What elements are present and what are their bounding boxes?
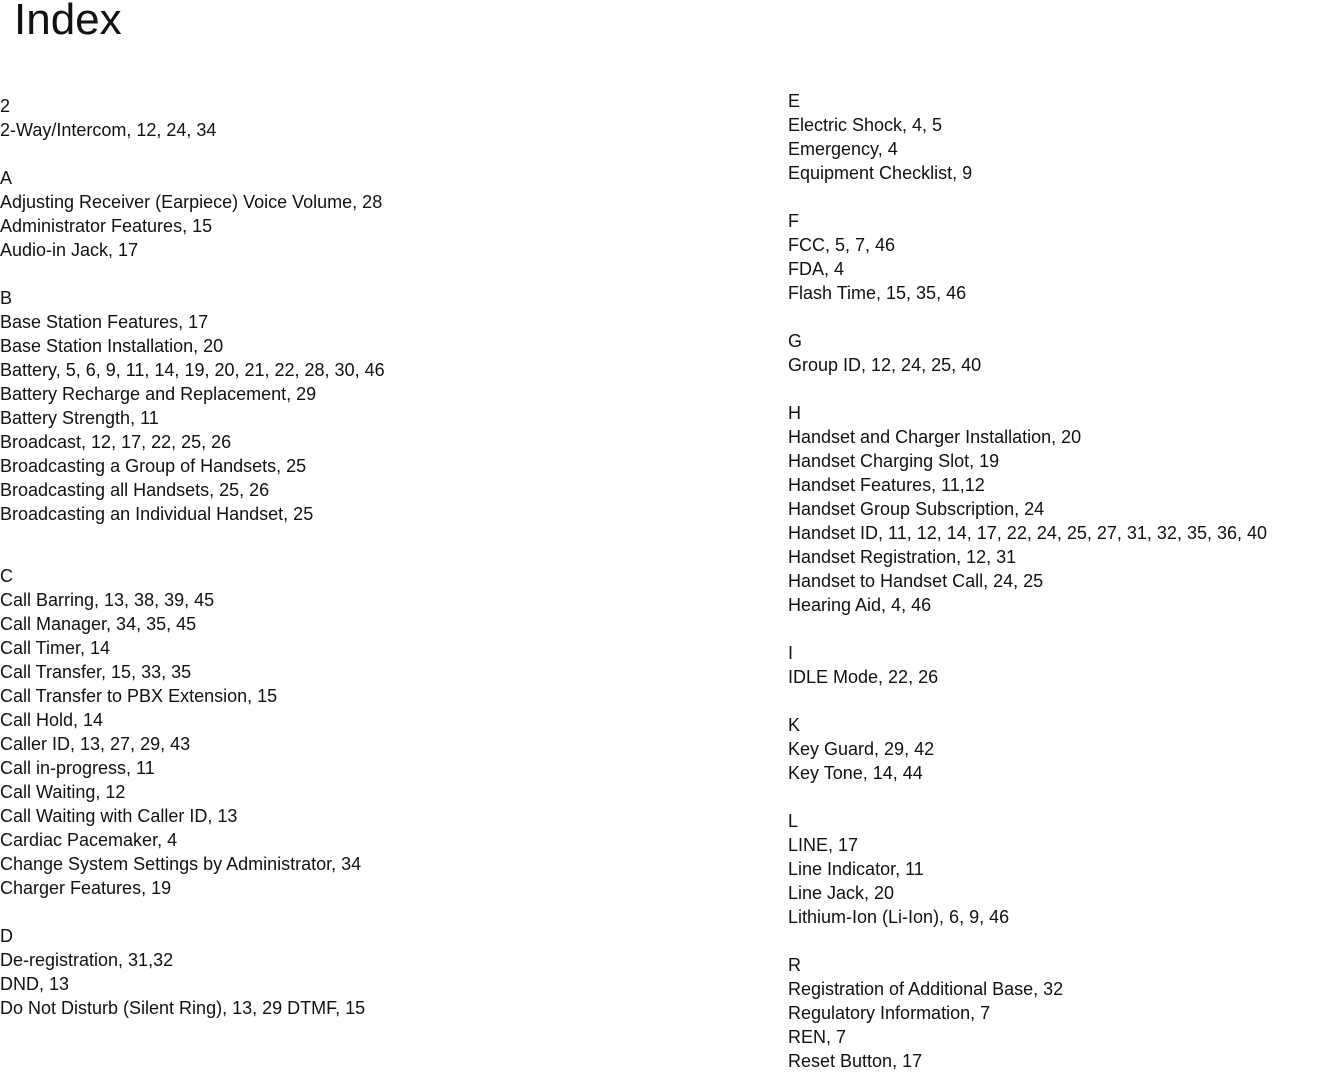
section-spacer [0, 142, 385, 166]
section-spacer [788, 929, 1267, 953]
index-entry: REN, 7 [788, 1027, 847, 1047]
index-entry: Regulatory Information, 7 [788, 1003, 991, 1023]
section-letter: D [0, 926, 13, 946]
index-entry: Do Not Disturb (Silent Ring), 13, 29 DTMF, 15 [0, 998, 366, 1018]
index-entry: IDLE Mode, 22, 26 [788, 667, 939, 687]
index-entry: Handset and Charger Installation, 20 [788, 427, 1082, 447]
index-entry: Lithium-Ion (Li-Ion), 6, 9, 46 [788, 907, 1010, 927]
index-entry: Broadcast, 12, 17, 22, 25, 26 [0, 432, 232, 452]
index-entry: Call Transfer, 15, 33, 35 [0, 662, 192, 682]
section-spacer [0, 526, 385, 550]
index-entry: Equipment Checklist, 9 [788, 163, 973, 183]
index-entry: Handset Features, 11,12 [788, 475, 985, 495]
index-entry: Handset Registration, 12, 31 [788, 547, 1017, 567]
index-entry: Flash Time, 15, 35, 46 [788, 283, 967, 303]
index-entry: De-registration, 31,32 [0, 950, 174, 970]
index-entry: Caller ID, 13, 27, 29, 43 [0, 734, 191, 754]
section-letter: B [0, 288, 13, 308]
index-entry: Call Barring, 13, 38, 39, 45 [0, 590, 215, 610]
index-entry: Adjusting Receiver (Earpiece) Voice Volume, 28 [0, 192, 383, 212]
index-entry: Call Waiting with Caller ID, 13 [0, 806, 238, 826]
index-entry: Call Manager, 34, 35, 45 [0, 614, 197, 634]
index-entry: Base Station Installation, 20 [0, 336, 224, 356]
index-entry: Audio-in Jack, 17 [0, 240, 139, 260]
index-entry: Reset Button, 17 [788, 1051, 923, 1071]
section-letter: R [788, 955, 801, 975]
index-entry: Call Timer, 14 [0, 638, 111, 658]
index-entry: Broadcasting a Group of Handsets, 25 [0, 456, 307, 476]
index-entry: Handset ID, 11, 12, 14, 17, 22, 24, 25, 27, 31, 32, 35, 36, 40 [788, 523, 1268, 543]
index-entry: Call Hold, 14 [0, 710, 104, 730]
section-spacer [788, 689, 1267, 713]
index-entry: Battery Recharge and Replacement, 29 [0, 384, 317, 404]
index-column-right [788, 89, 1267, 1073]
index-entry: Hearing Aid, 4, 46 [788, 595, 932, 615]
index-entry: Handset Group Subscription, 24 [788, 499, 1045, 519]
index-entry: Group ID, 12, 24, 25, 40 [788, 355, 982, 375]
index-entry: Line Indicator, 11 [788, 859, 924, 879]
section-letter: C [0, 566, 13, 586]
index-entry: Change System Settings by Administrator, 34 [0, 854, 362, 874]
index-entry: 2-Way/Intercom, 12, 24, 34 [0, 120, 217, 140]
index-entry: FDA, 4 [788, 259, 845, 279]
section-letter: F [788, 211, 799, 231]
index-entry: Call in-progress, 11 [0, 758, 155, 778]
section-letter: A [0, 168, 13, 188]
section-spacer [0, 900, 385, 924]
index-entry: Line Jack, 20 [788, 883, 895, 903]
index-entry: Call Waiting, 12 [0, 782, 126, 802]
index-entry: Administrator Features, 15 [0, 216, 213, 236]
index-entry: Base Station Features, 17 [0, 312, 209, 332]
section-letter: H [788, 403, 801, 423]
section-spacer [0, 262, 385, 286]
page-title: Index [14, 0, 122, 44]
index-entry: Key Tone, 14, 44 [788, 763, 923, 783]
section-spacer [788, 305, 1267, 329]
index-entry: Emergency, 4 [788, 139, 898, 159]
section-letter: E [788, 91, 801, 111]
index-entry: Handset to Handset Call, 24, 25 [788, 571, 1044, 591]
section-letter: I [788, 643, 794, 663]
section-spacer [788, 377, 1267, 401]
section-spacer [788, 617, 1267, 641]
index-entry: Call Transfer to PBX Extension, 15 [0, 686, 278, 706]
index-entry: Handset Charging Slot, 19 [788, 451, 1000, 471]
index-entry: Broadcasting an Individual Handset, 25 [0, 504, 314, 524]
index-entry: Battery Strength, 11 [0, 408, 159, 428]
index-entry: Cardiac Pacemaker, 4 [0, 830, 178, 850]
index-entry: Battery, 5, 6, 9, 11, 14, 19, 20, 21, 22, 28, 30, 46 [0, 360, 385, 380]
index-column-left [0, 94, 385, 1020]
section-letter: G [788, 331, 803, 351]
index-entry: DND, 13 [0, 974, 70, 994]
index-entry: Broadcasting all Handsets, 25, 26 [0, 480, 270, 500]
index-entry: Electric Shock, 4, 5 [788, 115, 943, 135]
section-letter: 2 [0, 96, 11, 116]
index-entry: Charger Features, 19 [0, 878, 172, 898]
index-entry: Key Guard, 29, 42 [788, 739, 935, 759]
section-letter: L [788, 811, 799, 831]
index-entry: LINE, 17 [788, 835, 859, 855]
section-letter: K [788, 715, 801, 735]
index-entry: FCC, 5, 7, 46 [788, 235, 896, 255]
section-spacer [788, 185, 1267, 209]
section-spacer [788, 785, 1267, 809]
index-entry: Registration of Additional Base, 32 [788, 979, 1064, 999]
section-spacer [0, 550, 385, 564]
